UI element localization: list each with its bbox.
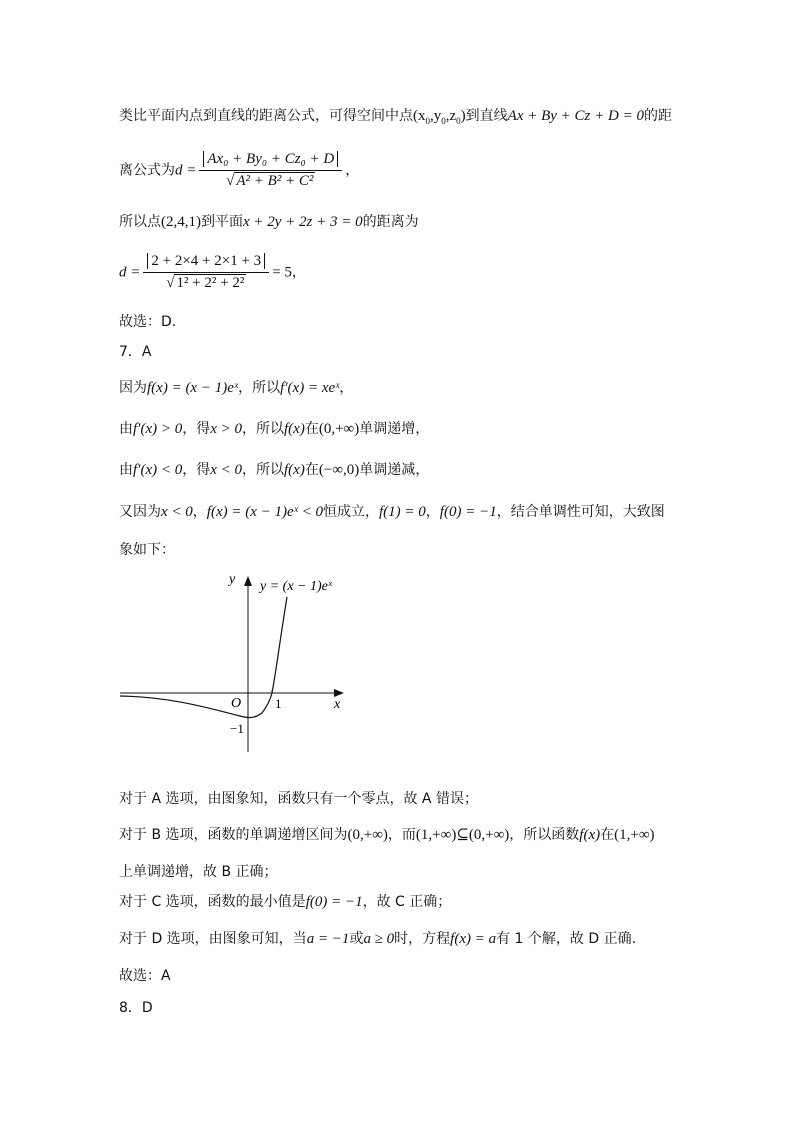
text-line-11: 象如下： <box>119 542 175 558</box>
math-point: $(x_0,y_0,z_0)$ <box>413 108 466 126</box>
text-line-14: 上单调递增，故 B 正确； <box>119 864 278 880</box>
x-axis-arrow <box>334 689 344 697</box>
math-point: (2,4,1) <box>161 214 201 230</box>
math-function: f(x) = (x − 1)eˣ <box>147 380 239 396</box>
text-line-4: d = $\frac{2 + 2\times 4 + 2\times 1 + 3}{\text{√ 1² + 2² + 2²}}$ = 5， <box>119 253 306 291</box>
question-number: 8．D <box>119 1000 153 1016</box>
tick-label-minus-1: −1 <box>230 721 244 736</box>
origin-label: O <box>231 696 242 711</box>
math-d: d = <box>119 264 141 281</box>
text-line-7: 因为f(x) = (x − 1)eˣ，所以f′(x) = xeˣ， <box>119 380 354 396</box>
question-number: 7．A <box>119 344 152 360</box>
answer-line: 故选：D. <box>119 314 177 330</box>
text-line-12: 对于 A 选项，由图象知，函数只有一个零点，故 A 错误； <box>119 791 478 807</box>
text-line-3: 所以点(2,4,1)到平面x + 2y + 2z + 3 = 0的距离为 <box>119 214 419 230</box>
math-d: d = <box>175 162 197 179</box>
text: 到直线 <box>465 108 508 124</box>
text: 的距 <box>643 108 672 124</box>
answer-line: 故选：A <box>119 968 171 984</box>
text: 离公式为 <box>119 162 175 179</box>
y-axis-arrow <box>244 576 252 586</box>
computation-result: = 5 <box>272 264 292 281</box>
math-plane-equation: x + 2y + 2z + 3 = 0 <box>243 214 363 230</box>
text: 类比平面内点到直线的距离公式，可得空间中点 <box>119 108 413 124</box>
text-line-15: 对于 C 选项，函数的最小值是f(0) = −1，故 C 正确； <box>119 894 452 910</box>
text-line-13: 对于 B 选项，函数的单调递增区间为(0,+∞)，而(1,+∞)⊆(0,+∞)，所以函数f(x)在(1,+∞) <box>119 827 655 843</box>
math-derivative: f′(x) = xeˣ <box>280 380 340 396</box>
text-line-8: 由f′(x) > 0，得x > 0，所以f(x)在(0,+∞)单调递增， <box>119 421 430 437</box>
distance-computation-fraction: $\frac{2 + 2\times 4 + 2\times 1 + 3}{\text{√ 1² + 2² + 2²}}$ <box>143 252 269 293</box>
tick-label-1: 1 <box>275 696 282 711</box>
x-axis-label: x <box>334 697 341 712</box>
computation-denominator: 1² + 2² + 2² <box>176 275 245 291</box>
formula-numerator: Ax₀ + By₀ + Cz₀ + D <box>203 151 338 167</box>
text-line-9: 由f′(x) < 0，得x < 0，所以f(x)在(−∞,0)单调递减， <box>119 462 430 478</box>
computation-numerator: 2 + 2×4 + 2×1 + 3 <box>147 253 265 269</box>
y-axis-label: y <box>229 572 236 587</box>
text-line-10: 又因为x < 0，f(x) = (x − 1)eˣ < 0恒成立，f(1) = 0，f(0) = −1，结合单调性可知，大致图 <box>119 504 665 520</box>
math-line-equation: Ax + By + Cz + D = 0 <box>507 108 644 124</box>
curve-y-x-minus-1-ex <box>120 597 287 718</box>
text-line-16: 对于 D 选项，由图象可知，当a = −1或a ≥ 0时，方程f(x) = a有 1 个解，故 D 正确. <box>119 931 637 947</box>
text-line-2: 离公式为d = $\frac{\text{Ax₀ + By₀ + Cz₀ + D}}{\text{√ A² + B² + C²}}$ ， <box>119 151 360 189</box>
formula-denominator: A² + B² + C² <box>236 173 314 189</box>
curve-label: y = (x − 1)eˣ <box>260 579 332 594</box>
distance-formula-fraction: $\frac{\text{Ax₀ + By₀ + Cz₀ + D}}{\text{√ A² + B² + C²}}$ <box>199 150 342 191</box>
